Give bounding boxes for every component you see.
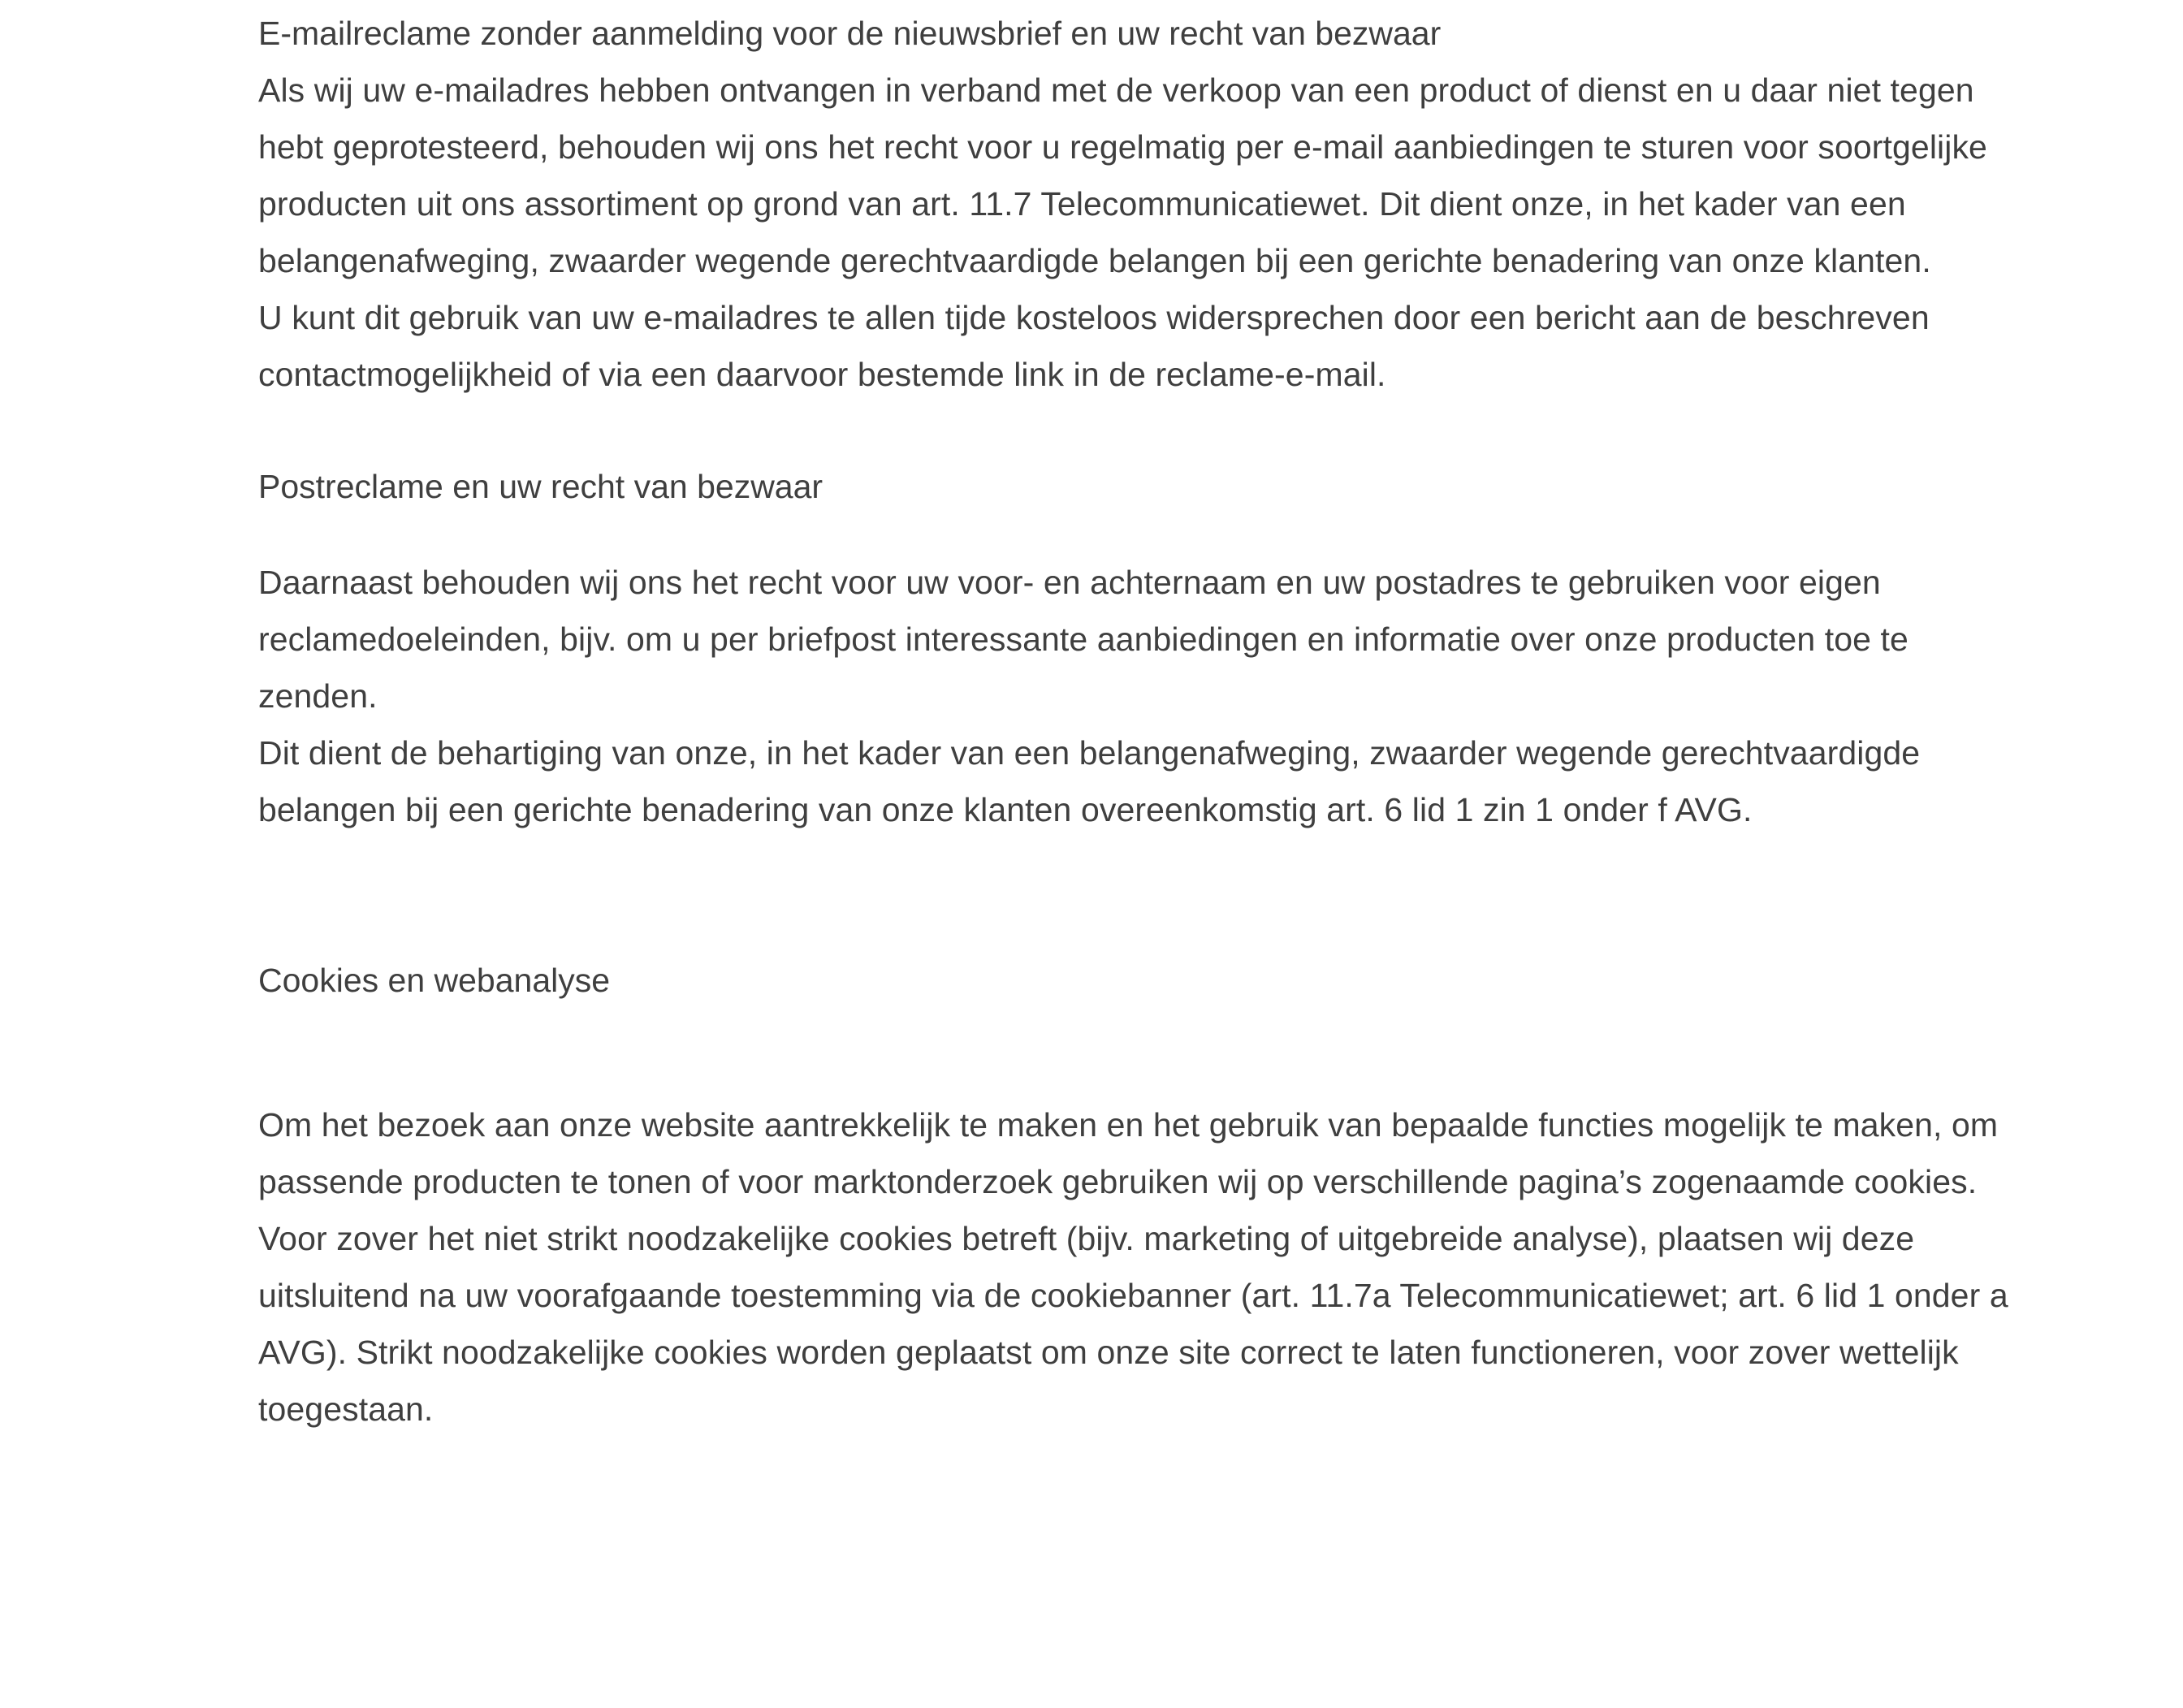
section-spacer [258, 515, 2029, 554]
email-advertising-heading: E-mailreclame zonder aanmelding voor de nieuwsbrief en uw recht van bezwaar [258, 15, 1442, 52]
postal-advertising-paragraph-2: Dit dient de behartiging van onze, in het kader van een belangenafweging, zwaarder wegende gerechtvaardigde belangen bij een gerichte benadering van onze klanten overeenkomstig art. 6 lid 1 zin 1 onder f AVG. [258, 734, 1930, 828]
cookies-paragraph-1: Om het bezoek aan onze website aantrekkelijk te maken en het gebruik van bepaalde functies mogelijk te maken, om passende producten te tonen of voor marktonderzoek gebruiken wij op verschillende pagina’s zogenaamde cookies. Voor zover het niet strikt noodzakelijke cookies betreft (bijv. marketing of uitgebreide analyse), plaatsen wij deze uitsluitend na uw voorafgaande toestemming via de cookiebanner (art. 11.7a Telecommunicatiewet; art. 6 lid 1 onder a AVG). Strikt noodzakelijke cookies worden geplaatst om onze site correct te laten functioneren, voor zover wettelijk toegestaan. [258, 1106, 2016, 1428]
section-spacer [258, 1009, 2029, 1096]
cookies-heading: Cookies en webanalyse [258, 962, 611, 999]
document-content [258, 0, 2029, 1438]
email-advertising-paragraph-1: Als wij uw e-mailadres hebben ontvangen in verband met de verkoop van een product of dienst en u daar niet tegen hebt geprotesteerd, behouden wij ons het recht voor u regelmatig per e-mail aanbiedingen te sturen voor soortgelijke producten uit ons assortiment op grond van art. 11.7 Telecommunicatiewet. Dit dient onze, in het kader van een belangenafweging, zwaarder wegende gerechtvaardigde belangen bij een gerichte benadering van onze klanten. [258, 71, 1997, 279]
postal-advertising-paragraph-1: Daarnaast behouden wij ons het recht voor uw voor- en achternaam en uw postadres te gebruiken voor eigen reclamedoeleinden, bijv. om u per briefpost interessante aanbiedingen en informatie over onze producten toe te zenden. [258, 564, 1918, 715]
email-advertising-paragraph-2: U kunt dit gebruik van uw e-mailadres te allen tijde kosteloos widersprechen door een bericht aan de beschreven contactmogelijkheid of via een daarvoor bestemde link in de reclame-e-mail. [258, 299, 1939, 393]
postal-advertising-heading: Postreclame en uw recht van bezwaar [258, 468, 823, 505]
section-spacer [258, 838, 2029, 952]
section-spacer [258, 403, 2029, 458]
